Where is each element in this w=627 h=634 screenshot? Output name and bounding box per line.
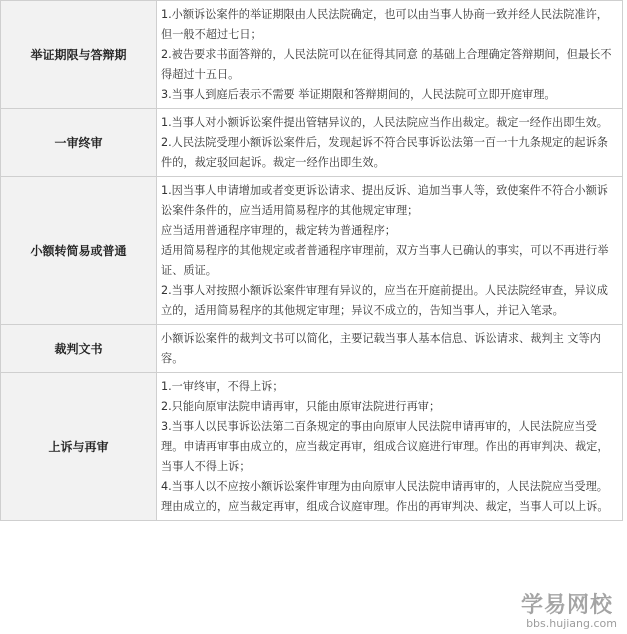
content-line: 4.当事人以不应按小额诉讼案件审理为由向原审人民法院申请再审的，人民法院应当受理。理由成立的，应当裁定再审，组成合议庭审理。作出的再审判决、裁定，当事人可以上诉。 xyxy=(161,480,609,513)
row-content xyxy=(157,1,622,108)
content-line: 3.当事人到庭后表示不需要 举证期限和答辩期间的，人民法院可立即开庭审理。 xyxy=(161,88,556,101)
content-line: 1.当事人对小额诉讼案件提出管辖异议的，人民法院应当作出裁定。裁定一经作出即生效。 xyxy=(161,116,608,129)
row-label: 上诉与再审 xyxy=(1,373,157,520)
content-line: 应当适用普通程序审理的，裁定转为普通程序； xyxy=(161,224,396,237)
content-line: 适用简易程序的其他规定或者普通程序审理前，双方当事人已确认的事实，可以不再进行举证、质证。 xyxy=(161,244,609,277)
watermark xyxy=(483,588,623,632)
content-line: 1.一审终审，不得上诉； xyxy=(161,380,284,393)
content-line: 2.被告要求书面答辩的，人民法院可以在征得其同意 的基础上合理确定答辩期间，但最长不得超过十五日。 xyxy=(161,48,612,81)
row-content xyxy=(157,109,622,176)
content-line: 1.小额诉讼案件的举证期限由人民法院确定，也可以由当事人协商一致并经人民法院准许，但一般不超过七日； xyxy=(161,8,608,41)
content-line: 2.当事人对按照小额诉讼案件审理有异议的，应当在开庭前提出。人民法院经审查，异议成立的，适用简易程序的其他规定审理；异议不成立的，告知当事人，并记入笔录。 xyxy=(161,284,608,317)
row-content xyxy=(157,325,622,372)
row-label: 小额转简易或普通 xyxy=(1,177,157,324)
table-row xyxy=(0,109,623,177)
content-line: 1.因当事人申请增加或者变更诉讼请求、提出反诉、追加当事人等，致使案件不符合小额诉讼案件条件的，应当适用简易程序的其他规定审理； xyxy=(161,184,608,217)
content-line: 2.只能向原审法院申请再审，只能由原审法院进行再审； xyxy=(161,400,441,413)
table-row xyxy=(0,325,623,373)
content-line: 2.人民法院受理小额诉讼案件后，发现起诉不符合民事诉讼法第一百一十九条规定的起诉条件的，裁定驳回起诉。裁定一经作出即生效。 xyxy=(161,136,608,169)
watermark-url: bbs.hujiang.com xyxy=(526,617,617,630)
content-line: 3.当事人以民事诉讼法第二百条规定的事由向原审人民法院申请再审的，人民法院应当受理。申请再审事由成立的，应当裁定再审，组成合议庭进行审理。作出的再审判决、裁定，当事人不得上诉； xyxy=(161,420,609,473)
row-content xyxy=(157,373,622,520)
row-label: 裁判文书 xyxy=(1,325,157,372)
row-label: 一审终审 xyxy=(1,109,157,176)
table-row xyxy=(0,373,623,521)
watermark-text: 学易网校 xyxy=(520,593,613,618)
content-line: 小额诉讼案件的裁判文书可以简化，主要记载当事人基本信息、诉讼请求、裁判主 文等内容。 xyxy=(161,332,601,365)
table-row xyxy=(0,177,623,325)
row-content xyxy=(157,177,622,324)
row-label: 举证期限与答辩期 xyxy=(1,1,157,108)
table-row xyxy=(0,0,623,109)
